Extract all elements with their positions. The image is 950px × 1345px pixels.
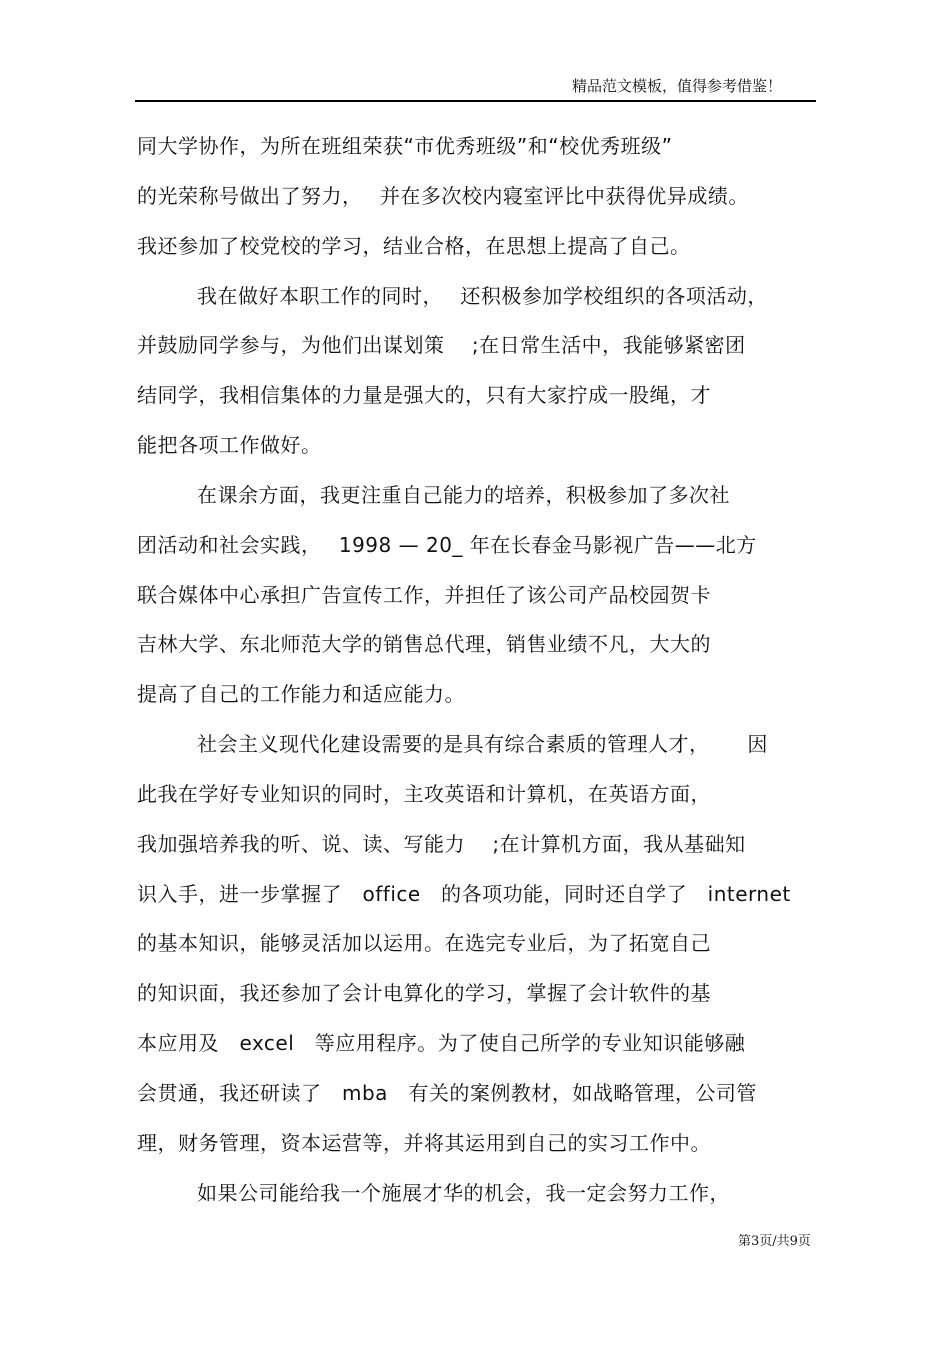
text-line: 我在做好本职工作的同时， 还积极参加学校组织的各项活动， [197, 284, 768, 308]
text-line: 在课余方面，我更注重自己能力的培养，积极参加了多次社 [197, 483, 730, 507]
text-line: 并鼓励同学参与，为他们出谋划策 ;在日常生活中，我能够紧密团 [137, 333, 746, 357]
page-header-text: 精品范文模板，值得参考借鉴！ [571, 77, 782, 95]
text-line: 吉林大学、东北师范大学的销售总代理，销售业绩不凡，大大的 [137, 632, 711, 656]
text-line: 会贯通，我还研读了 mba 有关的案例教材，如战略管理，公司管 [137, 1081, 757, 1105]
text-line: 团活动和社会实践， 1998 — 20_ 年在长春金马影视广告——北方 [137, 533, 757, 557]
text-line: 我还参加了校党校的学习，结业合格，在思想上提高了自己。 [137, 234, 691, 258]
text-line: 的光荣称号做出了努力， 并在多次校内寝室评比中获得优异成绩。 [137, 184, 749, 208]
text-line: 如果公司能给我一个施展才华的机会，我一定会努力工作， [197, 1181, 730, 1205]
text-line: 识入手，进一步掌握了 office 的各项功能，同时还自学了 internet [137, 882, 791, 906]
text-line: 的知识面，我还参加了会计电算化的学习，掌握了会计软件的基 [137, 981, 711, 1005]
text-line: 能把各项工作做好。 [137, 433, 322, 457]
text-line: 我加强培养我的听、说、读、写能力 ;在计算机方面，我从基础知 [137, 832, 746, 856]
text-line: 此我在学好专业知识的同时，主攻英语和计算机，在英语方面， [137, 782, 711, 806]
text-line: 理，财务管理，资本运营等，并将其运用到自己的实习工作中。 [137, 1131, 711, 1155]
text-line: 本应用及 excel 等应用程序。为了使自己所学的专业知识能够融 [137, 1031, 746, 1055]
text-line: 同大学协作，为所在班组荣获“市优秀班级”和“校优秀班级” [137, 134, 673, 158]
text-line: 的基本知识，能够灵活加以运用。在选完专业后，为了拓宽自己 [137, 931, 711, 955]
text-line: 社会主义现代化建设需要的是具有综合素质的管理人才， 因 [197, 732, 768, 756]
text-line: 联合媒体中心承担广告宣传工作，并担任了该公司产品校园贺卡 [137, 583, 711, 607]
text-line: 提高了自己的工作能力和适应能力。 [137, 682, 465, 706]
page-number: 第3页/共9页 [738, 1234, 811, 1249]
text-line: 结同学，我相信集体的力量是强大的，只有大家拧成一股绳，才 [137, 383, 711, 407]
